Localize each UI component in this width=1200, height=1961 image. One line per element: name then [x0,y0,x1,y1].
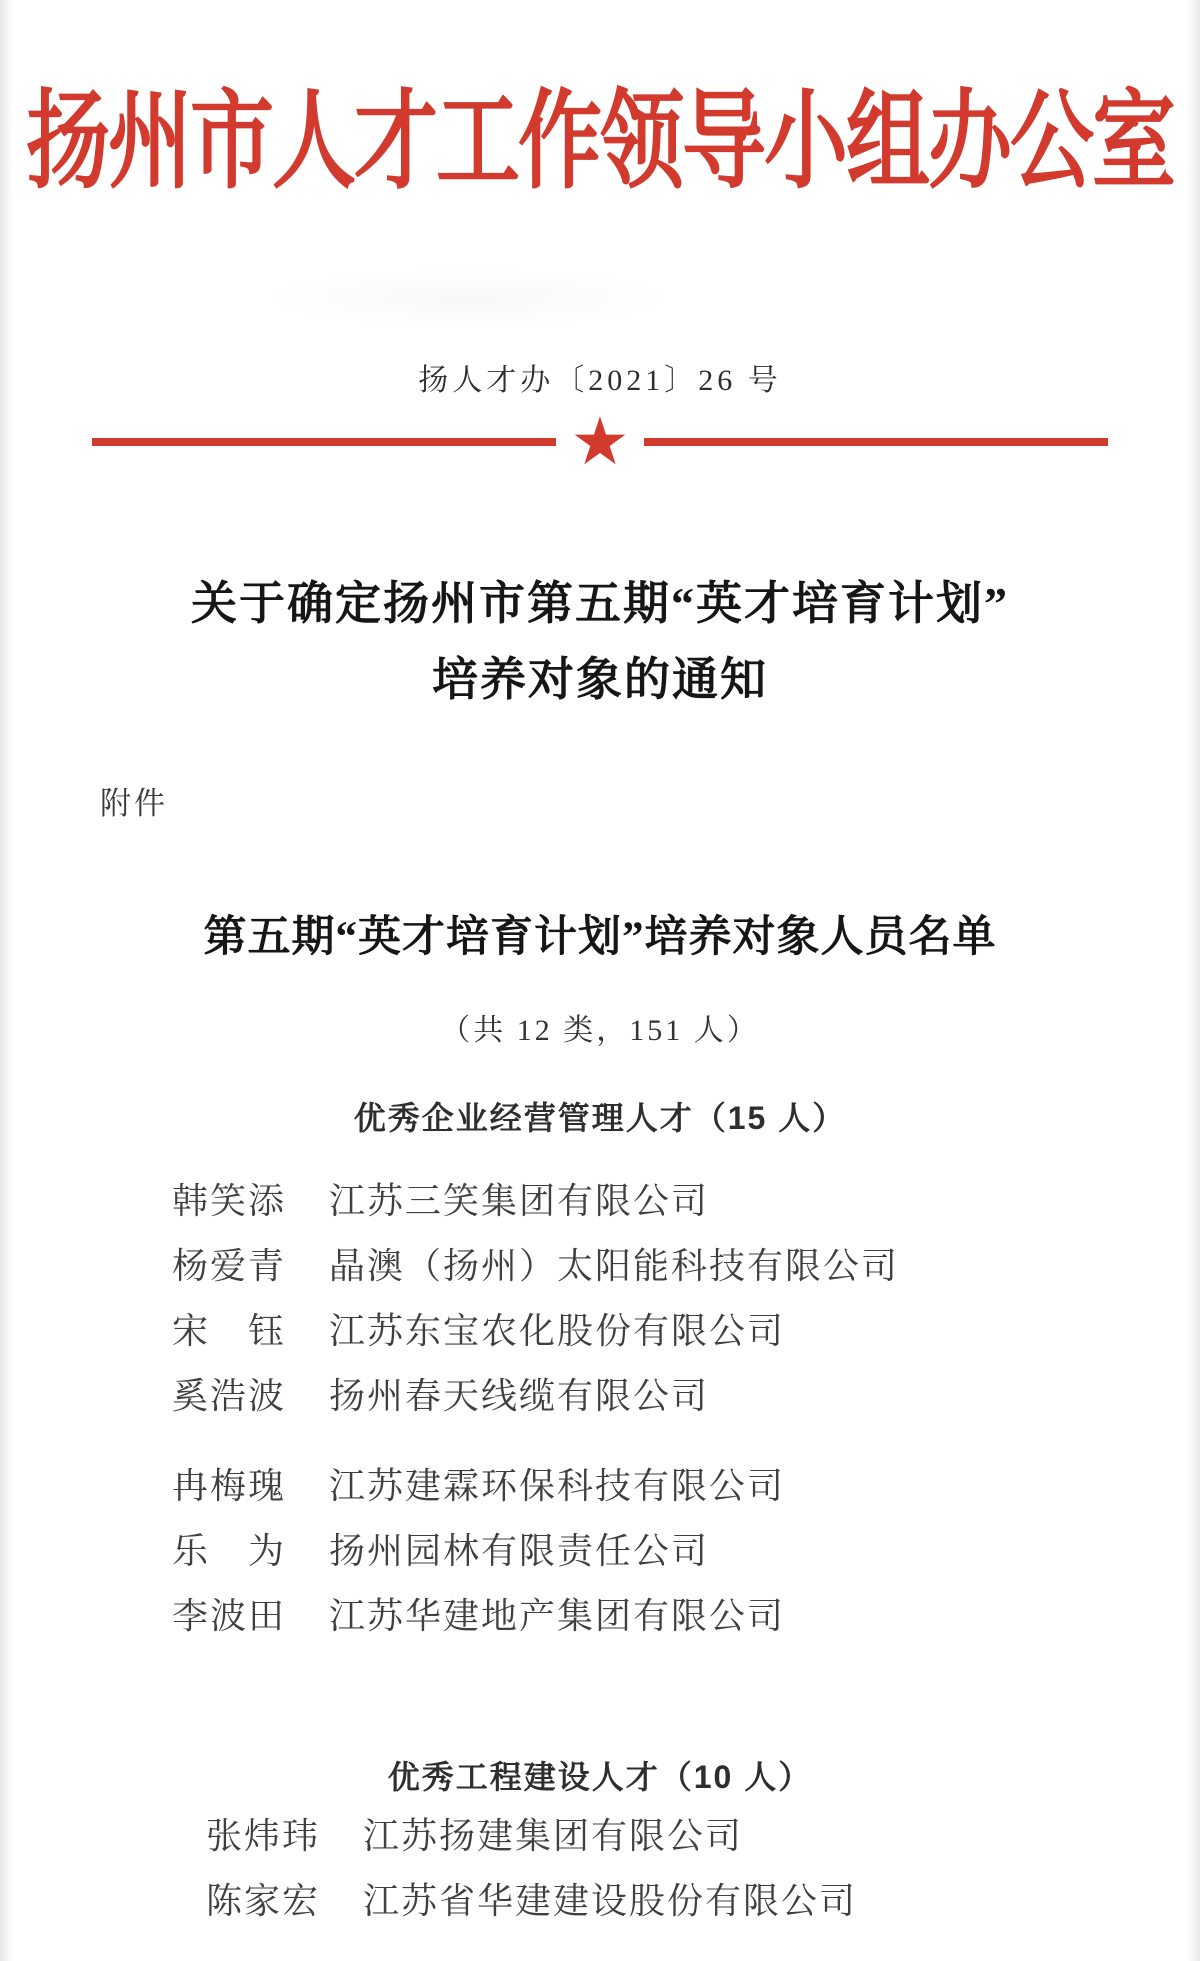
person-company: 江苏省华建建设股份有限公司 [363,1881,858,1921]
person-company: 扬州春天线缆有限公司 [329,1376,710,1416]
section-heading-engineering-construction: 优秀工程建设人才（10 人） [387,1759,813,1795]
roster-row [172,1532,1200,1570]
person-name: 奚浩波 [172,1376,287,1416]
person-company: 江苏华建地产集团有限公司 [329,1596,786,1636]
scan-smudge [260,268,680,328]
red-rule-left-bar [92,438,556,446]
red-divider-rule [92,403,1108,480]
roster-row [206,1817,1200,1855]
issuing-office-title: 扬州市人才工作领导小组办公室 [25,83,1174,203]
person-company: 江苏三笑集团有限公司 [329,1181,710,1221]
person-name: 张炜玮 [206,1816,321,1856]
person-name: 李波田 [172,1596,287,1636]
scan-edge-shadow-right [1186,0,1200,1961]
roster-row [172,1377,1200,1415]
roster-row [172,1597,1200,1635]
person-name: 乐 为 [172,1531,287,1571]
person-company: 江苏建霖环保科技有限公司 [329,1466,786,1506]
roster-title: 第五期“英才培育计划”培养对象人员名单 [203,914,997,961]
notice-title-line2: 培养对象的通知 [432,654,768,705]
roster-section-2 [206,1817,1200,1920]
person-name: 韩笑添 [172,1181,287,1221]
star-icon: ★ [570,403,630,480]
scan-edge-shadow-left [0,0,14,1961]
red-rule-right-bar [644,438,1108,446]
notice-title-line1: 关于确定扬州市第五期“英才培育计划” [191,578,1009,629]
person-company: 晶澳（扬州）太阳能科技有限公司 [329,1246,900,1286]
document-number: 扬人才办〔2021〕26 号 [418,364,782,397]
attachment-label: 附件 [100,786,168,821]
roster-row [172,1467,1200,1505]
roster-count-subtitle: （共 12 类，151 人） [440,1014,760,1047]
roster-row [172,1182,1200,1220]
person-company: 江苏东宝农化股份有限公司 [329,1311,786,1351]
roster-row [172,1312,1200,1350]
person-company: 扬州园林有限责任公司 [329,1531,710,1571]
person-name: 杨爱青 [172,1246,287,1286]
person-name: 冉梅瑰 [172,1466,287,1506]
roster-row [172,1247,1200,1285]
section-heading-enterprise-management: 优秀企业经营管理人才（15 人） [353,1100,847,1136]
notice-title [0,566,1200,718]
roster-row [206,1882,1200,1920]
person-name: 宋 钰 [172,1311,287,1351]
person-name: 陈家宏 [206,1881,321,1921]
letterhead [0,0,1200,212]
roster-section-1 [172,1182,1200,1635]
person-company: 江苏扬建集团有限公司 [363,1816,744,1856]
